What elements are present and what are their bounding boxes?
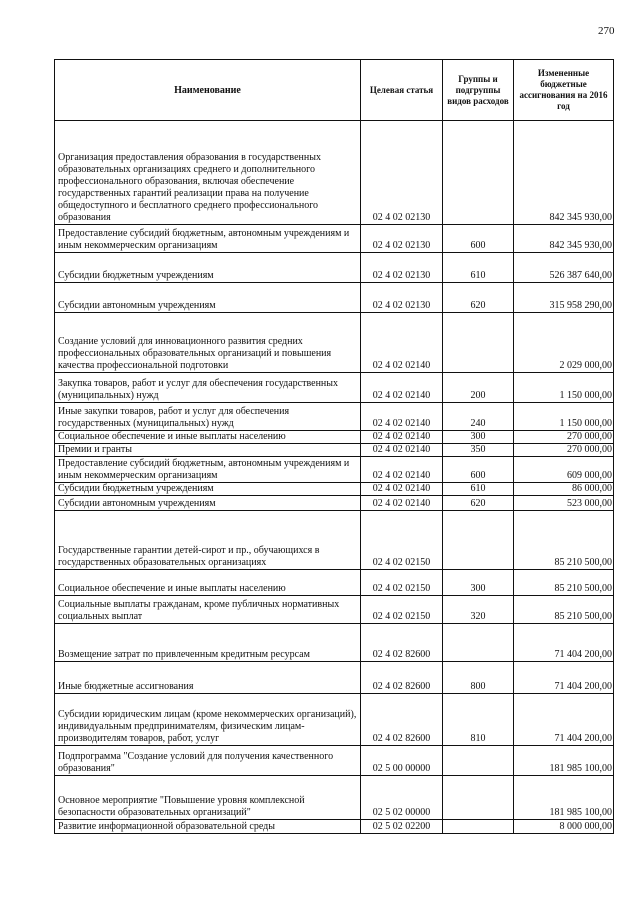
table-row xyxy=(55,776,614,820)
table-row xyxy=(55,283,614,313)
cell-name: Предоставление субсидий бюджетным, автономным учреждениям и иным некоммерческим организациям xyxy=(55,225,361,253)
cell-expense-group xyxy=(443,820,514,834)
cell-name: Закупка товаров, работ и услуг для обеспечения государственных (муниципальных) нужд xyxy=(55,373,361,403)
cell-expense-group: 610 xyxy=(443,483,514,496)
table-row xyxy=(55,225,614,253)
cell-expense-group: 600 xyxy=(443,225,514,253)
table-row xyxy=(55,496,614,511)
cell-amount: 270 000,00 xyxy=(514,444,614,457)
cell-name: Иные бюджетные ассигнования xyxy=(55,662,361,694)
cell-target-code: 02 4 02 02150 xyxy=(361,511,443,570)
header-row xyxy=(55,60,614,121)
cell-name: Основное мероприятие "Повышение уровня комплексной безопасности образовательных организаций" xyxy=(55,776,361,820)
cell-amount: 523 000,00 xyxy=(514,496,614,511)
header-group: Группы и подгруппы видов расходов xyxy=(443,60,514,121)
cell-amount: 842 345 930,00 xyxy=(514,121,614,225)
cell-amount: 85 210 500,00 xyxy=(514,596,614,624)
table-row xyxy=(55,313,614,373)
cell-target-code: 02 4 02 02140 xyxy=(361,457,443,483)
table-row xyxy=(55,431,614,444)
cell-amount: 1 150 000,00 xyxy=(514,403,614,431)
cell-name: Субсидии автономным учреждениям xyxy=(55,496,361,511)
cell-name: Социальные выплаты гражданам, кроме публичных нормативных социальных выплат xyxy=(55,596,361,624)
cell-name: Премии и гранты xyxy=(55,444,361,457)
cell-amount: 86 000,00 xyxy=(514,483,614,496)
cell-target-code: 02 4 02 02140 xyxy=(361,483,443,496)
cell-target-code: 02 4 02 82600 xyxy=(361,624,443,662)
cell-name: Создание условий для инновационного развития средних профессиональных образовательных организаций и повышения качества профессиональной подготовки xyxy=(55,313,361,373)
cell-name: Возмещение затрат по привлеченным кредитным ресурсам xyxy=(55,624,361,662)
cell-amount: 85 210 500,00 xyxy=(514,570,614,596)
cell-expense-group xyxy=(443,511,514,570)
table-row xyxy=(55,624,614,662)
cell-target-code: 02 5 02 02200 xyxy=(361,820,443,834)
cell-expense-group xyxy=(443,121,514,225)
cell-target-code: 02 4 02 02140 xyxy=(361,496,443,511)
cell-name: Субсидии бюджетным учреждениям xyxy=(55,483,361,496)
cell-amount: 842 345 930,00 xyxy=(514,225,614,253)
table-row xyxy=(55,403,614,431)
table-row xyxy=(55,373,614,403)
table-row xyxy=(55,570,614,596)
cell-name: Развитие информационной образовательной среды xyxy=(55,820,361,834)
cell-expense-group: 350 xyxy=(443,444,514,457)
cell-expense-group xyxy=(443,776,514,820)
cell-target-code: 02 4 02 82600 xyxy=(361,662,443,694)
cell-amount: 181 985 100,00 xyxy=(514,776,614,820)
cell-target-code: 02 4 02 02140 xyxy=(361,444,443,457)
cell-expense-group xyxy=(443,746,514,776)
cell-amount: 181 985 100,00 xyxy=(514,746,614,776)
cell-name: Организация предоставления образования в государственных образовательных организациях среднего и дополнительного профессионального образования, включая обеспечение государственных гарантий реализации права на получение общедоступного и бесплатного среднего профессионального образования xyxy=(55,121,361,225)
table-row xyxy=(55,662,614,694)
cell-target-code: 02 4 02 02150 xyxy=(361,596,443,624)
table-row xyxy=(55,746,614,776)
cell-target-code: 02 5 00 00000 xyxy=(361,746,443,776)
table-row xyxy=(55,511,614,570)
cell-expense-group: 620 xyxy=(443,283,514,313)
cell-expense-group: 810 xyxy=(443,694,514,746)
cell-amount: 71 404 200,00 xyxy=(514,694,614,746)
cell-amount: 85 210 500,00 xyxy=(514,511,614,570)
cell-target-code: 02 4 02 02130 xyxy=(361,253,443,283)
cell-expense-group: 800 xyxy=(443,662,514,694)
cell-amount: 71 404 200,00 xyxy=(514,662,614,694)
cell-amount: 609 000,00 xyxy=(514,457,614,483)
table-row xyxy=(55,483,614,496)
cell-name: Подпрограмма "Создание условий для получения качественного образования" xyxy=(55,746,361,776)
cell-name: Государственные гарантии детей-сирот и пр., обучающихся в государственных образовательных организациях xyxy=(55,511,361,570)
cell-amount: 1 150 000,00 xyxy=(514,373,614,403)
cell-expense-group: 300 xyxy=(443,570,514,596)
table-row xyxy=(55,457,614,483)
cell-expense-group xyxy=(443,313,514,373)
cell-name: Субсидии автономным учреждениям xyxy=(55,283,361,313)
cell-target-code: 02 4 02 02130 xyxy=(361,283,443,313)
cell-target-code: 02 4 02 02140 xyxy=(361,373,443,403)
table-row xyxy=(55,444,614,457)
cell-amount: 526 387 640,00 xyxy=(514,253,614,283)
cell-target-code: 02 4 02 82600 xyxy=(361,694,443,746)
cell-name: Иные закупки товаров, работ и услуг для обеспечения государственных (муниципальных) нужд xyxy=(55,403,361,431)
header-code: Целевая статья xyxy=(361,60,443,121)
cell-expense-group: 240 xyxy=(443,403,514,431)
table-row xyxy=(55,121,614,225)
cell-expense-group: 300 xyxy=(443,431,514,444)
cell-name: Социальное обеспечение и иные выплаты населению xyxy=(55,431,361,444)
cell-name: Социальное обеспечение и иные выплаты населению xyxy=(55,570,361,596)
page-number: 270 xyxy=(598,25,615,37)
table-row xyxy=(55,820,614,834)
header-name: Наименование xyxy=(55,60,361,121)
cell-expense-group xyxy=(443,624,514,662)
cell-amount: 71 404 200,00 xyxy=(514,624,614,662)
header-amount: Измененные бюджетные ассигнования на 2016 год xyxy=(514,60,614,121)
cell-target-code: 02 4 02 02130 xyxy=(361,121,443,225)
cell-amount: 2 029 000,00 xyxy=(514,313,614,373)
cell-target-code: 02 4 02 02140 xyxy=(361,313,443,373)
cell-name: Субсидии бюджетным учреждениям xyxy=(55,253,361,283)
cell-expense-group: 600 xyxy=(443,457,514,483)
cell-amount: 8 000 000,00 xyxy=(514,820,614,834)
table-row xyxy=(55,596,614,624)
cell-target-code: 02 4 02 02140 xyxy=(361,431,443,444)
cell-name: Субсидии юридическим лицам (кроме некоммерческих организаций), индивидуальным предпринимателям, физическим лицам-производителям товаров, работ, услуг xyxy=(55,694,361,746)
cell-expense-group: 620 xyxy=(443,496,514,511)
table-row xyxy=(55,253,614,283)
cell-amount: 270 000,00 xyxy=(514,431,614,444)
cell-name: Предоставление субсидий бюджетным, автономным учреждениям и иным некоммерческим организациям xyxy=(55,457,361,483)
table-row xyxy=(55,694,614,746)
budget-table xyxy=(54,59,614,834)
cell-target-code: 02 5 02 00000 xyxy=(361,776,443,820)
cell-amount: 315 958 290,00 xyxy=(514,283,614,313)
cell-target-code: 02 4 02 02130 xyxy=(361,225,443,253)
cell-expense-group: 320 xyxy=(443,596,514,624)
cell-target-code: 02 4 02 02150 xyxy=(361,570,443,596)
cell-expense-group: 610 xyxy=(443,253,514,283)
cell-expense-group: 200 xyxy=(443,373,514,403)
cell-target-code: 02 4 02 02140 xyxy=(361,403,443,431)
